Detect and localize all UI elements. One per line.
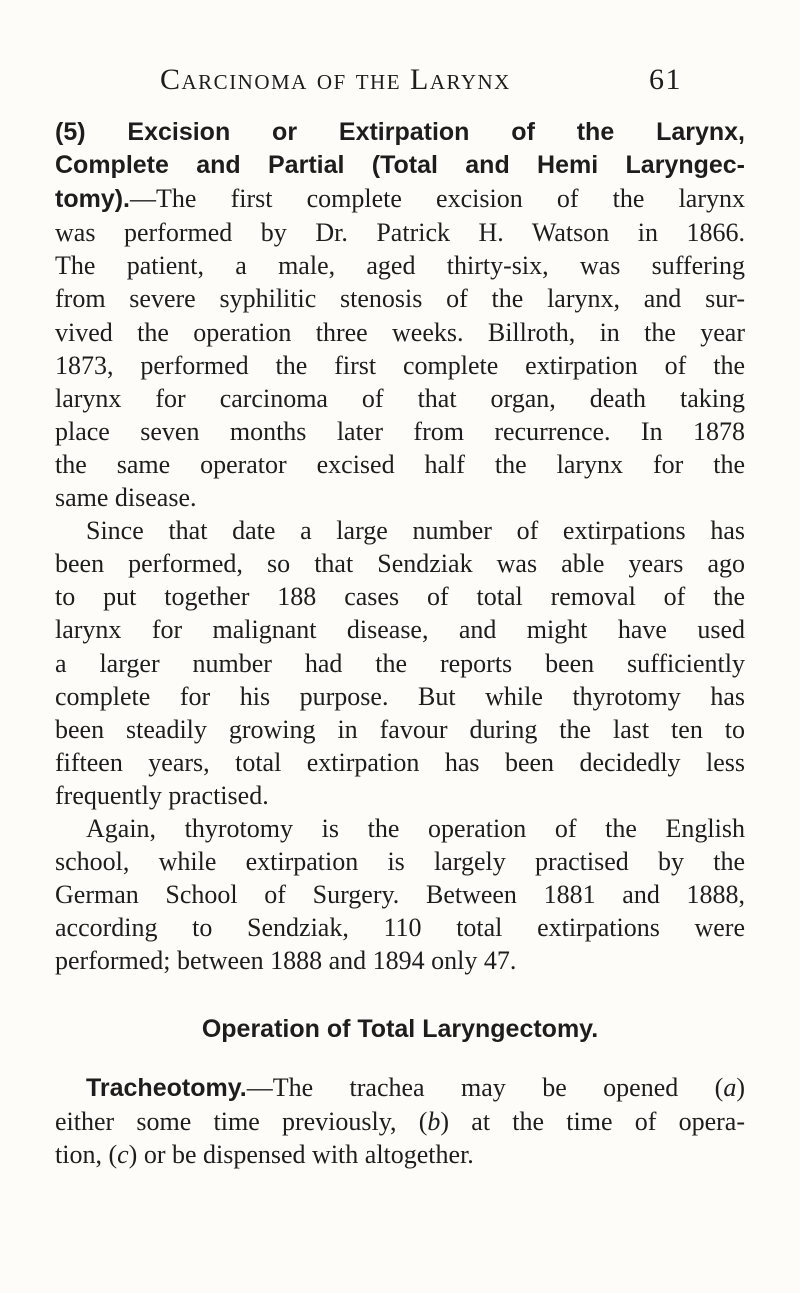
section-text-line: from severe syphilitic stenosis of the larynx, and sur- <box>55 284 745 314</box>
section-title-line-3: tomy). <box>55 185 130 214</box>
tracheotomy-paragraph <box>55 1071 745 1171</box>
paragraph-line: complete for his purpose. But while thyrotomy has <box>55 681 745 711</box>
paragraph-line: larynx for malignant disease, and might have used <box>55 615 745 645</box>
running-head-title: Carcinoma of the Larynx <box>160 63 511 96</box>
italic-letter: a <box>723 1073 737 1102</box>
paragraph-line: Since that date a large number of extirpations has <box>86 516 745 546</box>
paragraph-line: to put together 188 cases of total removal of the <box>55 582 745 612</box>
section-text-line: place seven months later from recurrence. In 1878 <box>55 416 745 446</box>
tracheotomy-lead-in: Tracheotomy. <box>86 1074 247 1102</box>
section-text-line: the same operator excised half the larynx for the <box>55 449 745 479</box>
tracheotomy-line-1 <box>55 1071 745 1105</box>
section-text-line: larynx for carcinoma of that organ, death taking <box>55 383 745 413</box>
section-heading: Operation of Total Laryngectomy. <box>201 1015 599 1043</box>
italic-letter: c <box>117 1140 129 1170</box>
tracheotomy-line-2 <box>55 1105 745 1138</box>
running-head <box>160 60 700 100</box>
paragraph-line: school, while extirpation is largely practised by the <box>55 847 745 877</box>
paragraph-line: performed; between 1888 and 1894 only 47. <box>55 946 517 976</box>
paragraph-line: been performed, so that Sendziak was able years ago <box>55 549 745 579</box>
section-text-line: vived the operation three weeks. Billroth, in the year <box>55 317 745 347</box>
page-number: 61 <box>649 63 682 96</box>
section-text-line: The patient, a male, aged thirty-six, was suffering <box>55 251 745 281</box>
section-text-line-3-rest: —The first complete excision of the larynx <box>130 184 745 214</box>
text-run: either some time previously, ( <box>55 1107 428 1137</box>
paragraph-line: frequently practised. <box>55 780 269 810</box>
paragraph-line: according to Sendziak, 110 total extirpations were <box>55 913 745 943</box>
paragraph-line: a larger number had the reports been sufficiently <box>55 648 745 678</box>
main-text <box>55 116 745 977</box>
paragraph-line: fifteen years, total extirpation has been decidedly less <box>55 747 745 777</box>
paragraph-line: Again, thyrotomy is the operation of the English <box>86 813 745 843</box>
paragraph-line: been steadily growing in favour during the last ten to <box>55 714 745 744</box>
section-text-line: same disease. <box>55 483 197 513</box>
text-run: ) <box>736 1073 745 1102</box>
text-run: ) or be dispensed with altogether. <box>128 1140 474 1170</box>
italic-letter: b <box>427 1107 441 1137</box>
section-text-line: 1873, performed the first complete extirpation of the <box>55 350 745 380</box>
text-run: ) at the time of opera- <box>440 1107 746 1137</box>
paragraph-line: German School of Surgery. Between 1881 and 1888, <box>55 880 745 910</box>
tracheotomy-line-3 <box>55 1138 745 1171</box>
section-text-line: was performed by Dr. Patrick H. Watson in 1866. <box>55 218 745 248</box>
section-title-line-2: Complete and Partial (Total and Hemi Laryngec- <box>55 151 745 180</box>
section-title-line-1: (5) Excision or Extirpation of the Larynx, <box>55 118 745 146</box>
section-text-line-3 <box>55 182 745 216</box>
text-run: tion, ( <box>55 1140 118 1170</box>
text-run: —The trachea may be opened ( <box>246 1073 724 1102</box>
